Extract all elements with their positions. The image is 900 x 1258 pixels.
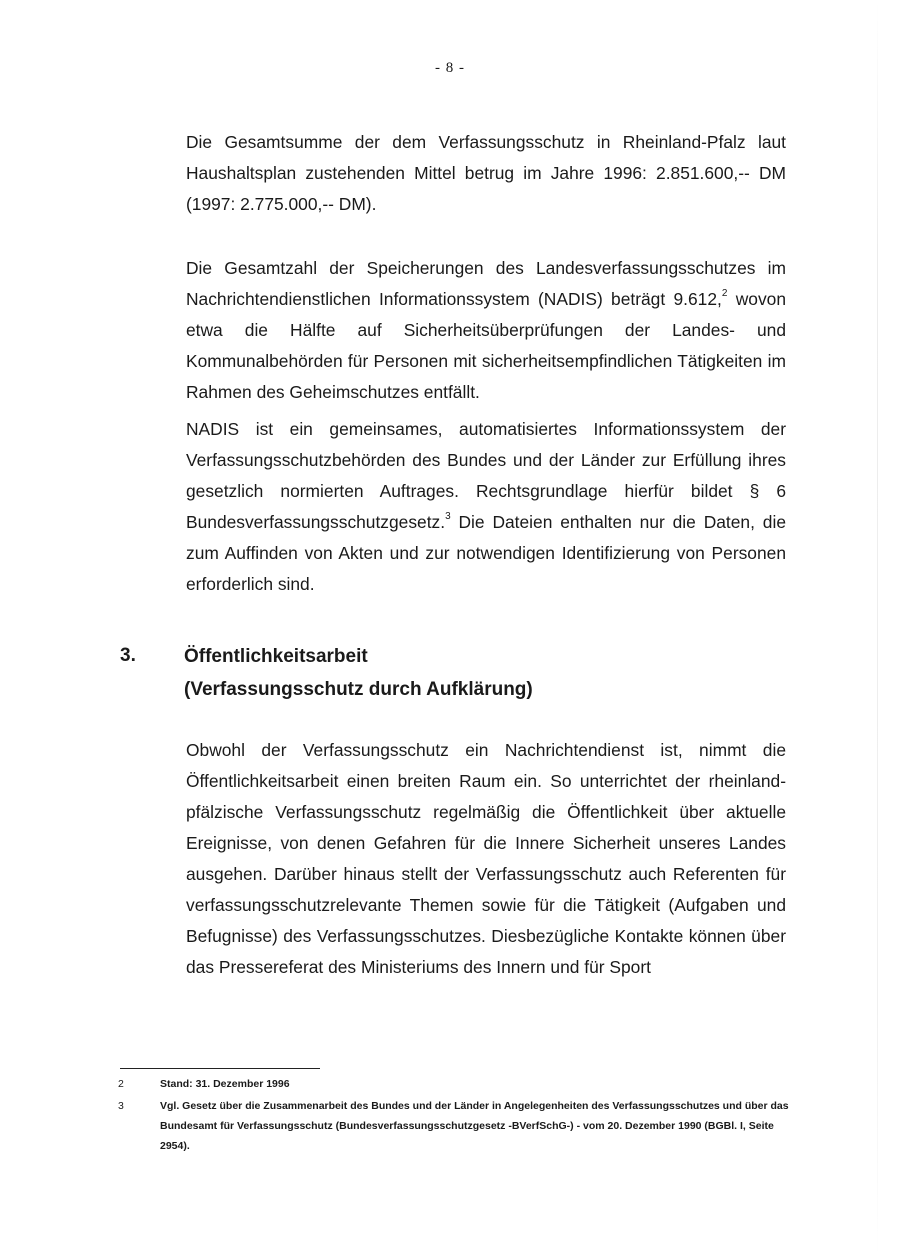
footnote-separator — [120, 1068, 320, 1069]
paragraph-nadis-definition — [186, 414, 786, 600]
footnote-ref-3[interactable]: 3 — [445, 511, 451, 522]
section-title-line2: (Verfassungsschutz durch Aufklärung) — [184, 679, 533, 700]
section-heading — [184, 640, 533, 706]
section-number: 3. — [120, 645, 136, 666]
paragraph-nadis-definition-text-cont: Die Dateien enthalten nur die Daten, die zum Auffinden von Akten und zur notwendigen Identifizierung von Personen erforderlich sind. — [186, 512, 786, 594]
paragraph-budget: Die Gesamtsumme der dem Verfassungsschutz in Rheinland-Pfalz laut Haushaltsplan zustehenden Mittel betrug im Jahre 1996: 2.851.600,-- DM (1997: 2.775.000,-- DM). — [186, 132, 786, 214]
footnote-text: Vgl. Gesetz über die Zusammenarbeit des Bundes und der Länder in Angelegenheiten des Verfassungsschutzes und über das Bundesamt für Verfassungsschutz (Bundesverfassungsschutzgesetz -BVerfSchG-) - vom 20. Dezember 1990 (BGBl. I, Seite 2954). — [160, 1100, 789, 1152]
footnote-text: Stand: 31. Dezember 1996 — [160, 1078, 290, 1090]
footnote-number: 2 — [118, 1078, 124, 1090]
paragraph-public-relations: Obwohl der Verfassungsschutz ein Nachrichtendienst ist, nimmt die Öffentlichkeitsarbeit einen breiten Raum ein. So unterrichtet der rheinland-pfälzische Verfassungsschutz regelmäßig die Öffentlichkeit über aktuelle Ereignisse, von denen Gefahren für die Innere Sicherheit unseres Landes ausgehen. Darüber hinaus stellt der Verfassungsschutz auch Referenten für verfassungsschutzrelevante Themen sowie für die Tätigkeit (Aufgaben und Befugnisse) des Verfassungsschutzes. Diesbezügliche Kontakte können über das Pressereferat des Ministeriums des Innern und für Sport — [186, 740, 786, 977]
paragraph-nadis-definition-text: NADIS ist ein gemeinsames, automatisiertes Informationssystem der Verfassungsschutzbehörden des Bundes und der Länder zur Erfüllung ihres gesetzlich normierten Auftrages. Rechtsgrundlage hierfür bildet § 6 Bundesverfassungsschutzgesetz. — [186, 419, 786, 532]
footnote-3 — [118, 1096, 798, 1156]
section-title-line1: Öffentlichkeitsarbeit — [184, 646, 368, 667]
scan-edge-shadow — [877, 0, 878, 1258]
footnote-2 — [118, 1074, 798, 1094]
footnote-number: 3 — [118, 1100, 124, 1112]
paragraph-nadis-storage — [186, 253, 786, 408]
paragraph-nadis-storage-text-cont: wovon etwa die Hälfte auf Sicherheitsüberprüfungen der Landes- und Kommunalbehörden für Personen mit sicherheitsempfindlichen Tätigkeiten im Rahmen des Geheimschutzes entfällt. — [186, 289, 786, 402]
page-number: - 8 - — [435, 60, 465, 76]
footnote-ref-2[interactable]: 2 — [721, 288, 728, 299]
paragraph-nadis-storage-text: Die Gesamtzahl der Speicherungen des Landesverfassungsschutzes im Nachrichtendienstlichen Informationssystem (NADIS) beträgt 9.612, — [186, 258, 786, 309]
